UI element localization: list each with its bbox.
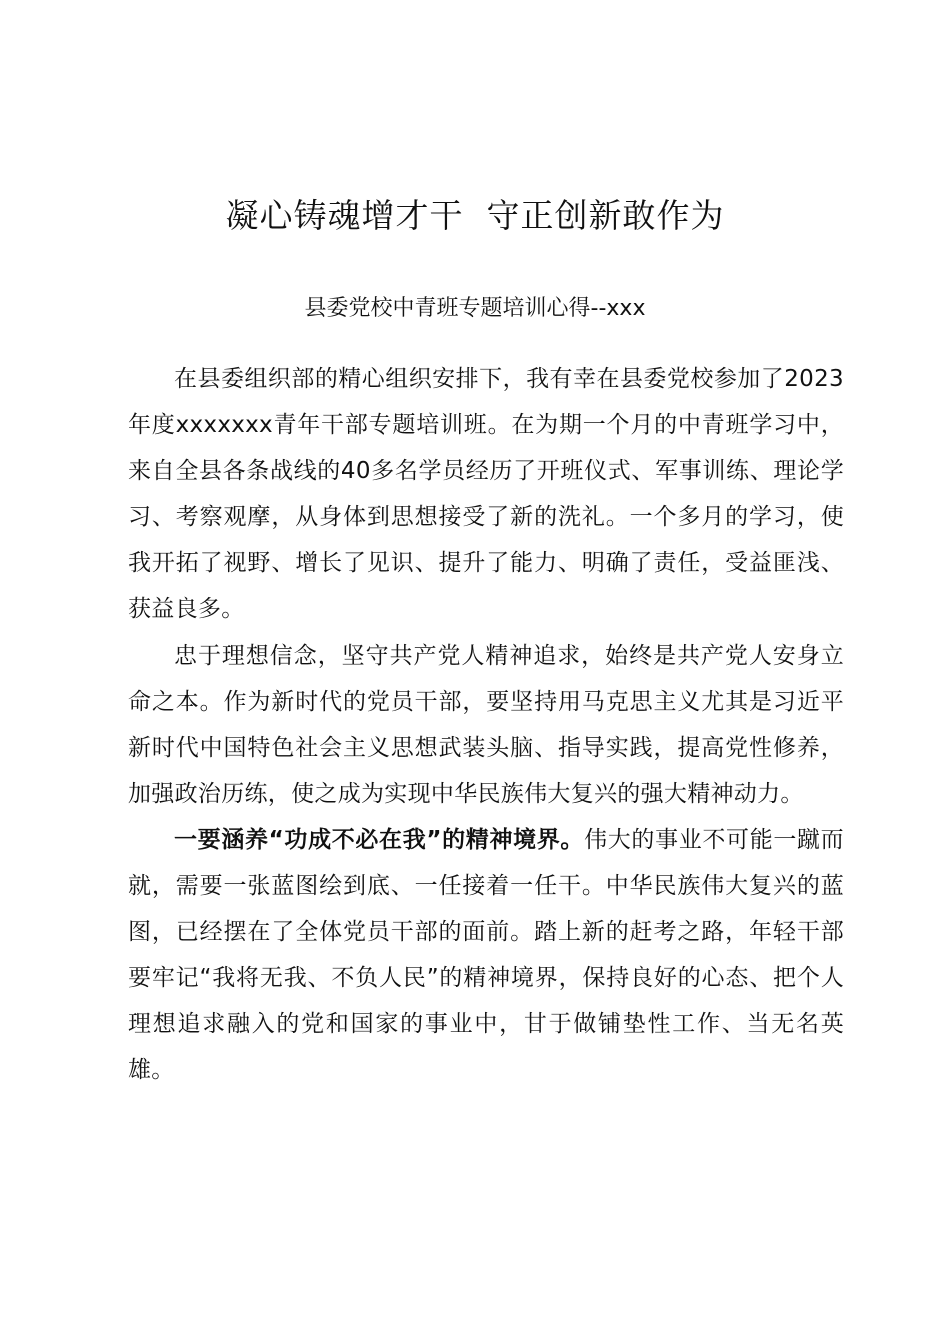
document-title: 凝心铸魂增才干 守正创新敢作为 (225, 196, 725, 235)
paragraph-lead-heading: 一要涵养“功成不必在我”的精神境界。 (174, 826, 585, 853)
paragraph-point-one (128, 817, 844, 1094)
paragraph-text: 在县委组织部的精心组织安排下，我有幸在县委党校参加了2023年度xxxxxxx青年干部专题培训班。在为期一个月的中青班学习中，来自全县各条战线的40多名学员经历了开班仪式、军事训练、理论学习、考察观摩，从身体到思想接受了新的洗礼。一个多月的学习，使我开拓了视野、增长了见识、提升了能力、明确了责任，受益匪浅、获益良多。 (128, 366, 844, 623)
paragraph-ideals (128, 633, 844, 817)
paragraph-intro (128, 356, 844, 633)
paragraph-text: 忠于理想信念，坚守共产党人精神追求，始终是共产党人安身立命之本。作为新时代的党员干部，要坚持用马克思主义尤其是习近平新时代中国特色社会主义思想武装头脑、指导实践，提高党性修养，加强政治历练，使之成为实现中华民族伟大复兴的强大精神动力。 (128, 642, 844, 807)
document-body (128, 356, 844, 1094)
paragraph-text: 伟大的事业不可能一蹴而就，需要一张蓝图绘到底、一任接着一任干。中华民族伟大复兴的蓝图，已经摆在了全体党员干部的面前。踏上新的赶考之路，年轻干部要牢记“我将无我、不负人民”的精神境界，保持良好的心态、把个人理想追求融入的党和国家的事业中，甘于做铺垫性工作、当无名英雄。 (128, 826, 844, 1084)
document-subtitle: 县委党校中青班专题培训心得--xxx (304, 296, 646, 321)
